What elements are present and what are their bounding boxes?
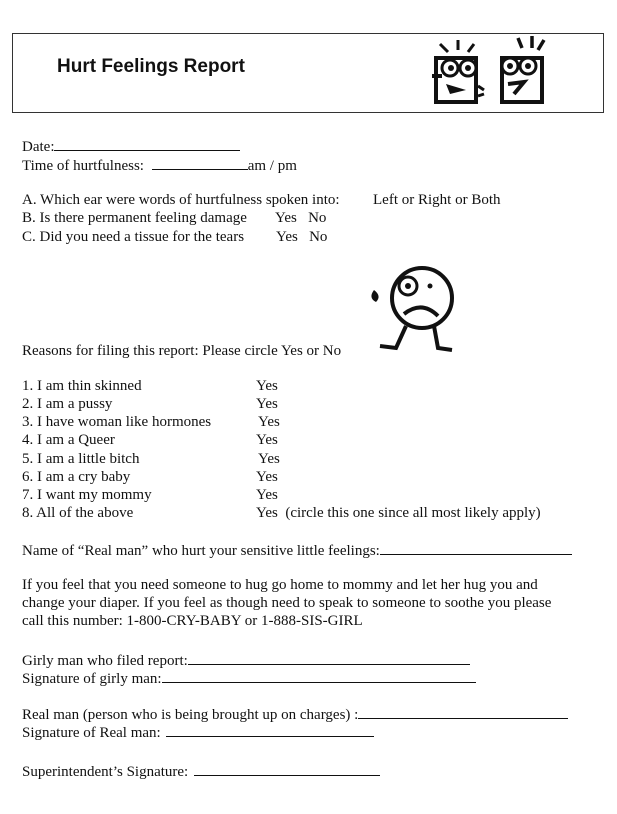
report-title: Hurt Feelings Report xyxy=(57,56,245,77)
girly-signature-blank[interactable] xyxy=(162,668,476,683)
superintendent-field xyxy=(22,761,380,781)
real-man-name-label: Name of “Real man” who hurt your sensitive little feelings: xyxy=(22,543,380,559)
real-man-name-blank[interactable] xyxy=(380,540,572,555)
reason-answer[interactable]: Yes xyxy=(258,414,280,430)
reason-label: 5. I am a little bitch xyxy=(22,451,140,467)
hug-paragraph-line: call this number: 1-800-CRY-BABY or 1-888-SIS-GIRL xyxy=(22,613,363,629)
girly-man-blank[interactable] xyxy=(188,650,470,665)
question-a xyxy=(22,191,340,209)
real-man-field xyxy=(22,704,568,724)
superintendent-blank[interactable] xyxy=(194,761,380,776)
hug-paragraph-line: If you feel that you need someone to hug go home to mommy and let her hug you and xyxy=(22,577,538,593)
real-man-blank[interactable] xyxy=(358,704,568,719)
question-c-options[interactable]: Yes No xyxy=(276,229,328,245)
reason-label: 7. I want my mommy xyxy=(22,487,152,503)
question-b-text: B. Is there permanent feeling damage xyxy=(22,210,247,226)
real-signature-field xyxy=(22,722,374,742)
reason-label: 2. I am a pussy xyxy=(22,396,113,412)
real-signature-blank[interactable] xyxy=(166,722,374,737)
reasons-heading: Reasons for filing this report: Please circle Yes or No xyxy=(22,343,342,359)
date-blank[interactable] xyxy=(54,136,240,151)
reason-answer[interactable]: Yes xyxy=(256,378,278,394)
reason-label: 6. I am a cry baby xyxy=(22,469,131,485)
reason-label: 3. I have woman like hormones xyxy=(22,414,212,430)
reason-label: 8. All of the above xyxy=(22,505,134,521)
question-b-options[interactable]: Yes No xyxy=(275,210,327,226)
superintendent-label: Superintendent’s Signature: xyxy=(22,764,189,780)
hug-paragraph-line: change your diaper. If you feel as though need to speak to someone to soothe you please xyxy=(22,595,552,611)
time-blank[interactable] xyxy=(152,155,248,170)
reason-answer[interactable]: Yes xyxy=(256,396,278,412)
reason-answer[interactable]: Yes xyxy=(256,487,278,503)
reason-answer[interactable]: Yes xyxy=(256,432,278,448)
real-signature-label: Signature of Real man: xyxy=(22,725,161,741)
crying-face-icon xyxy=(362,262,462,358)
reason-label: 4. I am a Queer xyxy=(22,432,115,448)
real-man-name-field xyxy=(22,540,572,560)
reason-answer[interactable]: Yes (circle this one since all most likely apply) xyxy=(256,505,541,521)
girly-man-label: Girly man who filed report: xyxy=(22,653,188,669)
question-a-text: A. Which ear were words of hurtfulness spoken into: xyxy=(22,192,340,208)
two-arguing-faces-icon xyxy=(428,36,558,110)
real-man-label: Real man (person who is being brought up on charges) : xyxy=(22,707,359,723)
time-field xyxy=(22,155,297,175)
reason-label: 1. I am thin skinned xyxy=(22,378,142,394)
reason-answer[interactable]: Yes xyxy=(258,451,280,467)
question-c-text: C. Did you need a tissue for the tears xyxy=(22,229,245,245)
question-a-options[interactable]: Left or Right or Both xyxy=(373,192,501,208)
reason-answer[interactable]: Yes xyxy=(256,469,278,485)
girly-signature-field xyxy=(22,668,476,688)
girly-man-field xyxy=(22,650,470,670)
time-label: Time of hurtfulness: xyxy=(22,158,144,174)
date-label: Date: xyxy=(22,139,55,155)
time-suffix: am / pm xyxy=(247,158,297,174)
girly-signature-label: Signature of girly man: xyxy=(22,671,162,687)
date-field xyxy=(22,136,240,156)
